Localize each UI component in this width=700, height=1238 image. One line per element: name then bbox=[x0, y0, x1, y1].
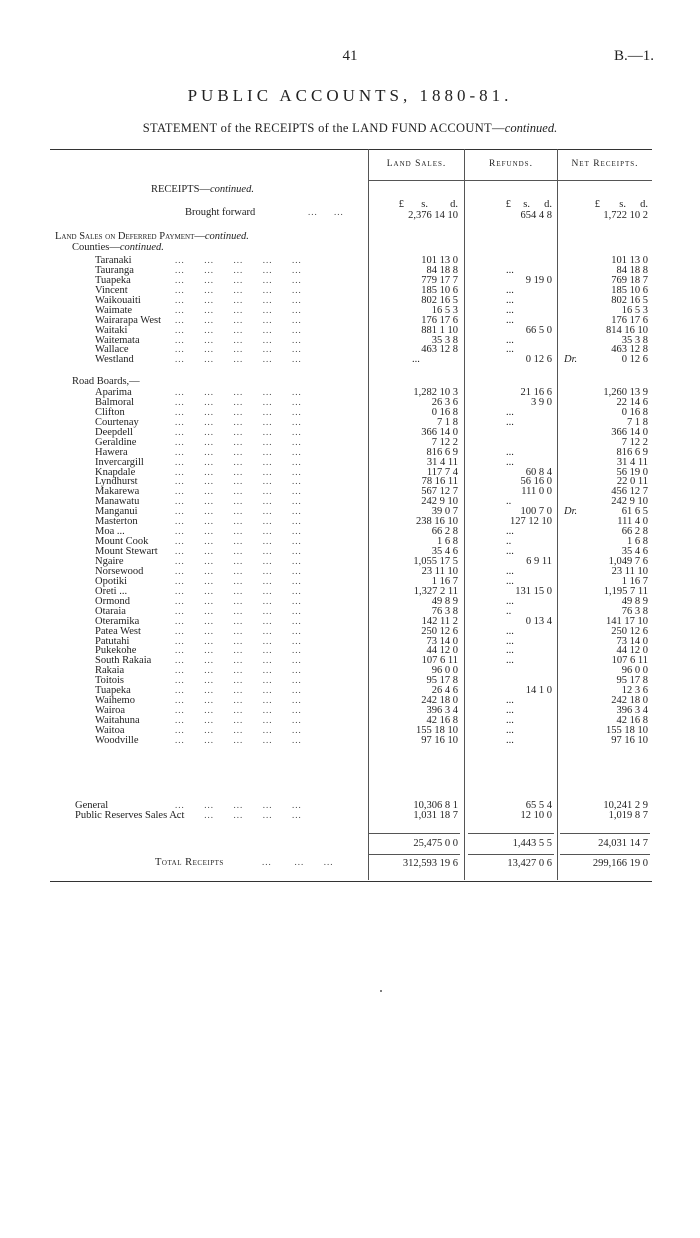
land-sales-cell: 242 9 10 bbox=[421, 496, 458, 507]
counties-heading-continued: continued. bbox=[119, 242, 164, 253]
net-receipts-cell: 185 10 6 bbox=[611, 285, 648, 296]
row-name: Clifton bbox=[95, 407, 125, 418]
deferred-heading-text: Land Sales on Deferred Payment— bbox=[55, 231, 205, 242]
net-receipts-cell: 802 16 5 bbox=[611, 295, 648, 306]
land-sales-cell: 1,031 18 7 bbox=[413, 810, 458, 821]
dot-leader: ... ... bbox=[308, 207, 344, 217]
dot-leader: ... ... ... ... ... bbox=[175, 407, 302, 417]
dot-leader: ... ... ... ... ... bbox=[175, 800, 302, 810]
refunds-cell: .. bbox=[506, 536, 512, 547]
dot-leader: ... ... ... ... ... bbox=[175, 536, 302, 546]
net-receipts-cell: 66 2 8 bbox=[621, 526, 648, 537]
dot-leader: ... ... ... ... ... bbox=[175, 447, 302, 457]
row-name: Lyndhurst bbox=[95, 476, 138, 487]
land-sales-cell: 66 2 8 bbox=[431, 526, 458, 537]
row-name: Waihemo bbox=[95, 695, 135, 706]
refunds-cell: 3 9 0 bbox=[531, 397, 552, 408]
dot-leader: ... ... ... ... ... bbox=[175, 325, 302, 335]
land-sales-cell: 26 3 6 bbox=[431, 397, 458, 408]
land-sales-cell: 238 16 10 bbox=[416, 516, 458, 527]
row-name: Toitois bbox=[95, 675, 125, 686]
dot-leader: ... ... ... bbox=[262, 857, 334, 867]
refunds-cell: ... bbox=[506, 546, 514, 557]
land-sales-cell: 7 12 2 bbox=[431, 437, 458, 448]
land-sales-cell: 96 0 0 bbox=[431, 665, 458, 676]
land-sales-cell: 42 16 8 bbox=[426, 715, 458, 726]
dot-leader: ... ... ... ... ... bbox=[175, 437, 302, 447]
land-sales-cell: 49 8 9 bbox=[431, 596, 458, 607]
dot-leader: ... ... ... ... ... bbox=[175, 476, 302, 486]
row-name: Waitemata bbox=[95, 335, 140, 346]
net-receipts-cell: 61 6 5 bbox=[621, 506, 648, 517]
refunds-cell: ... bbox=[506, 695, 514, 706]
column-header-refunds: Refunds. bbox=[489, 159, 533, 169]
deferred-heading-continued: continued. bbox=[204, 231, 249, 242]
net-receipts-cell: 463 12 8 bbox=[611, 344, 648, 355]
road-boards-heading: Road Boards,— bbox=[72, 376, 140, 387]
subtotal-land-sales: 25,475 0 0 bbox=[413, 838, 458, 849]
row-name: Tuapeka bbox=[95, 275, 131, 286]
currency-shilling: s. bbox=[523, 199, 530, 210]
currency-pound: £ bbox=[594, 199, 600, 210]
net-receipts-cell: 242 18 0 bbox=[611, 695, 648, 706]
row-name: Courtenay bbox=[95, 417, 139, 428]
land-sales-cell: 816 6 9 bbox=[426, 447, 458, 458]
dot-leader: ... ... ... ... ... bbox=[175, 467, 302, 477]
row-name: Patutahi bbox=[95, 636, 130, 647]
refunds-cell: .. bbox=[506, 606, 512, 617]
row-name: General bbox=[75, 800, 109, 811]
brought-forward-net: 1,722 10 2 bbox=[603, 210, 648, 221]
land-sales-cell: 1,327 2 11 bbox=[413, 586, 458, 597]
land-sales-cell: 7 1 8 bbox=[437, 417, 458, 428]
net-receipts-cell: 22 14 6 bbox=[616, 397, 648, 408]
land-sales-cell: 0 16 8 bbox=[431, 407, 458, 418]
refunds-cell: ... bbox=[506, 344, 514, 355]
row-name: Waitoa bbox=[95, 725, 125, 736]
dot-leader: ... ... ... ... ... bbox=[175, 255, 302, 265]
row-name: Manganui bbox=[95, 506, 138, 517]
dot-leader: ... ... ... ... ... bbox=[175, 685, 302, 695]
subtotal-rule bbox=[468, 833, 554, 834]
column-divider bbox=[368, 149, 369, 880]
land-sales-cell: 10,306 8 1 bbox=[413, 800, 458, 811]
brought-forward-label: Brought forward bbox=[185, 207, 256, 218]
net-receipts-cell: 44 12 0 bbox=[616, 645, 648, 656]
refunds-cell: 65 5 4 bbox=[525, 800, 552, 811]
row-name: Waitaki bbox=[95, 325, 128, 336]
row-name: Tuapeka bbox=[95, 685, 131, 696]
net-receipts-cell: 10,241 2 9 bbox=[603, 800, 648, 811]
row-name: Oteramika bbox=[95, 616, 140, 627]
subtotal-rule bbox=[368, 833, 460, 834]
receipts-heading-prefix: RECEIPTS— bbox=[151, 184, 210, 195]
refunds-cell: 56 16 0 bbox=[520, 476, 552, 487]
currency-pence: d. bbox=[450, 199, 458, 210]
row-name: Taranaki bbox=[95, 255, 132, 266]
row-name: Masterton bbox=[95, 516, 138, 527]
land-sales-cell: 16 5 3 bbox=[431, 305, 458, 316]
net-receipts-cell: 23 11 10 bbox=[611, 566, 648, 577]
net-receipts-cell: 176 17 6 bbox=[611, 315, 648, 326]
stray-mark bbox=[380, 990, 382, 992]
currency-pence: d. bbox=[544, 199, 552, 210]
land-sales-cell: 35 4 6 bbox=[431, 546, 458, 557]
net-receipts-cell: 141 17 10 bbox=[606, 616, 648, 627]
land-sales-cell: 95 17 8 bbox=[426, 675, 458, 686]
land-sales-cell: 26 4 6 bbox=[431, 685, 458, 696]
net-receipts-cell: 111 4 0 bbox=[617, 516, 648, 527]
refunds-cell: 12 10 0 bbox=[520, 810, 552, 821]
net-receipts-cell: 97 16 10 bbox=[611, 735, 648, 746]
debit-marker: Dr. bbox=[564, 506, 578, 517]
row-name: Pukekohe bbox=[95, 645, 137, 656]
refunds-cell: .. bbox=[506, 496, 512, 507]
land-sales-cell: 39 0 7 bbox=[431, 506, 458, 517]
row-name: Aparima bbox=[95, 387, 132, 398]
dot-leader: ... ... ... ... ... bbox=[175, 705, 302, 715]
row-name: Vincent bbox=[95, 285, 128, 296]
net-receipts-cell: 12 3 6 bbox=[621, 685, 648, 696]
dot-leader: ... ... ... ... ... bbox=[175, 344, 302, 354]
dot-leader: ... ... ... ... ... bbox=[175, 626, 302, 636]
land-sales-cell: 97 16 10 bbox=[421, 735, 458, 746]
land-sales-cell: 802 16 5 bbox=[421, 295, 458, 306]
land-sales-cell: 1,055 17 5 bbox=[413, 556, 458, 567]
refunds-cell: 0 12 6 bbox=[525, 354, 552, 365]
dot-leader: ... ... ... ... ... bbox=[175, 645, 302, 655]
dot-leader: ... ... ... ... ... bbox=[175, 586, 302, 596]
net-receipts-cell: 0 12 6 bbox=[621, 354, 648, 365]
row-name: Tauranga bbox=[95, 265, 134, 276]
net-receipts-cell: 1,260 13 9 bbox=[603, 387, 648, 398]
land-sales-cell: 44 12 0 bbox=[426, 645, 458, 656]
land-sales-cell: 23 11 10 bbox=[421, 566, 458, 577]
refunds-cell: 100 7 0 bbox=[520, 506, 552, 517]
debit-marker: Dr. bbox=[564, 354, 578, 365]
column-header-land-sales: Land Sales. bbox=[386, 159, 447, 169]
dot-leader: ... ... ... ... ... bbox=[175, 265, 302, 275]
header-rule bbox=[368, 180, 652, 181]
refunds-cell: ... bbox=[506, 526, 514, 537]
land-sales-cell: 242 18 0 bbox=[421, 695, 458, 706]
refunds-cell: 21 16 6 bbox=[520, 387, 552, 398]
land-sales-cell: 1 16 7 bbox=[431, 576, 458, 587]
refunds-cell: ... bbox=[506, 265, 514, 276]
land-sales-cell: 155 18 10 bbox=[416, 725, 458, 736]
total-rule bbox=[560, 854, 650, 855]
row-name: Balmoral bbox=[95, 397, 135, 408]
dot-leader: ... ... ... ... ... bbox=[175, 417, 302, 427]
row-name: Public Reserves Sales Act bbox=[75, 810, 185, 821]
net-receipts-cell: 456 12 7 bbox=[611, 486, 648, 497]
page-title: PUBLIC ACCOUNTS, 1880-81. bbox=[187, 86, 513, 105]
refunds-cell: ... bbox=[506, 715, 514, 726]
currency-pound: £ bbox=[398, 199, 404, 210]
row-name: Waimate bbox=[95, 305, 133, 316]
net-receipts-cell: 1 6 8 bbox=[627, 536, 648, 547]
dot-leader: ... ... ... ... ... bbox=[175, 354, 302, 364]
row-name: Invercargill bbox=[95, 457, 144, 468]
row-name: Oreti ... bbox=[95, 586, 128, 597]
subtotal-net: 24,031 14 7 bbox=[598, 838, 648, 849]
net-receipts-cell: 769 18 7 bbox=[611, 275, 648, 286]
net-receipts-cell: 16 5 3 bbox=[621, 305, 648, 316]
net-receipts-cell: 1 16 7 bbox=[621, 576, 648, 587]
refunds-cell: ... bbox=[506, 705, 514, 716]
column-header-net-receipts: Net Receipts. bbox=[571, 159, 639, 169]
row-name: South Rakaia bbox=[95, 655, 152, 666]
dot-leader: ... ... ... ... ... bbox=[175, 506, 302, 516]
net-receipts-cell: 96 0 0 bbox=[621, 665, 648, 676]
dot-leader: ... ... ... ... ... bbox=[175, 596, 302, 606]
net-receipts-cell: 49 8 9 bbox=[621, 596, 648, 607]
refunds-cell: 9 19 0 bbox=[525, 275, 552, 286]
total-rule bbox=[368, 854, 460, 855]
net-receipts-cell: 366 14 0 bbox=[611, 427, 648, 438]
net-receipts-cell: 7 1 8 bbox=[627, 417, 648, 428]
refunds-cell: ... bbox=[506, 305, 514, 316]
brought-forward-land-sales: 2,376 14 10 bbox=[408, 210, 458, 221]
net-receipts-cell: 396 3 4 bbox=[616, 705, 648, 716]
row-name: Geraldine bbox=[95, 437, 137, 448]
row-name: Hawera bbox=[95, 447, 128, 458]
dot-leader: ... ... ... ... ... bbox=[175, 675, 302, 685]
refunds-cell: ... bbox=[506, 636, 514, 647]
row-name: Patea West bbox=[95, 626, 141, 637]
dot-leader: ... ... ... ... ... bbox=[175, 526, 302, 536]
row-name: Manawatu bbox=[95, 496, 140, 507]
dot-leader: ... ... ... ... ... bbox=[175, 695, 302, 705]
dot-leader: ... ... ... ... ... bbox=[175, 486, 302, 496]
row-name: Otaraia bbox=[95, 606, 126, 617]
land-sales-cell: 779 17 7 bbox=[421, 275, 458, 286]
net-receipts-cell: 814 16 10 bbox=[606, 325, 648, 336]
land-sales-cell: 73 14 0 bbox=[426, 636, 458, 647]
refunds-cell: ... bbox=[506, 417, 514, 428]
net-receipts-cell: 95 17 8 bbox=[616, 675, 648, 686]
total-net: 299,166 19 0 bbox=[592, 858, 648, 869]
dot-leader: ... ... ... ... ... bbox=[175, 516, 302, 526]
net-receipts-cell: 816 6 9 bbox=[616, 447, 648, 458]
refunds-cell: ... bbox=[506, 407, 514, 418]
land-sales-cell: 76 3 8 bbox=[431, 606, 458, 617]
net-receipts-cell: 107 6 11 bbox=[611, 655, 648, 666]
dot-leader: ... ... ... ... ... bbox=[175, 305, 302, 315]
subtotal-refunds: 1,443 5 5 bbox=[512, 838, 552, 849]
document-reference: B.—1. bbox=[613, 48, 654, 64]
dot-leader: ... ... ... ... ... bbox=[175, 295, 302, 305]
land-sales-cell: ... bbox=[412, 354, 420, 365]
receipts-heading-continued: continued. bbox=[209, 184, 254, 195]
brought-forward-refunds: 654 4 8 bbox=[520, 210, 552, 221]
refunds-cell: ... bbox=[506, 447, 514, 458]
row-name: Waikouaiti bbox=[95, 295, 141, 306]
land-sales-cell: 567 12 7 bbox=[421, 486, 458, 497]
row-name: Mount Stewart bbox=[95, 546, 158, 557]
dot-leader: ... ... ... ... ... bbox=[175, 496, 302, 506]
refunds-cell: 14 1 0 bbox=[525, 685, 552, 696]
dot-leader: ... ... ... ... ... bbox=[175, 665, 302, 675]
net-receipts-cell: 101 13 0 bbox=[611, 255, 648, 266]
refunds-cell: ... bbox=[506, 626, 514, 637]
row-name: Norsewood bbox=[95, 566, 144, 577]
dot-leader: ... ... ... ... ... bbox=[175, 387, 302, 397]
refunds-cell: 127 12 10 bbox=[510, 516, 552, 527]
dot-leader: ... ... ... ... ... bbox=[175, 715, 302, 725]
page-number: 41 bbox=[342, 48, 358, 64]
row-name: Woodville bbox=[95, 735, 139, 746]
land-sales-cell: 881 1 10 bbox=[421, 325, 458, 336]
dot-leader: ... ... ... ... ... bbox=[175, 457, 302, 467]
row-name: Ormond bbox=[95, 596, 130, 607]
dot-leader: ... ... ... ... ... bbox=[175, 315, 302, 325]
land-sales-cell: 35 3 8 bbox=[431, 335, 458, 346]
dot-leader: ... ... ... ... ... bbox=[175, 397, 302, 407]
dot-leader: ... ... ... ... ... bbox=[175, 636, 302, 646]
dot-leader: ... ... ... ... ... bbox=[175, 735, 302, 745]
net-receipts-cell: 56 19 0 bbox=[616, 467, 648, 478]
refunds-cell: 6 9 11 bbox=[526, 556, 552, 567]
dot-leader: ... ... ... ... ... bbox=[175, 655, 302, 665]
row-name: Knapdale bbox=[95, 467, 136, 478]
refunds-cell: ... bbox=[506, 725, 514, 736]
dot-leader: ... ... ... ... ... bbox=[175, 275, 302, 285]
dot-leader: ... ... ... ... ... bbox=[175, 616, 302, 626]
land-sales-cell: 142 11 2 bbox=[421, 616, 458, 627]
row-name: Mount Cook bbox=[95, 536, 149, 547]
row-name: Wairoa bbox=[95, 705, 126, 716]
refunds-cell: ... bbox=[506, 566, 514, 577]
row-name: Waitahuna bbox=[95, 715, 140, 726]
statement-subtitle bbox=[0, 121, 700, 136]
dot-leader: ... ... ... ... ... bbox=[175, 566, 302, 576]
row-name: Westland bbox=[95, 354, 134, 365]
row-name: Deepdell bbox=[95, 427, 133, 438]
land-sales-cell: 101 13 0 bbox=[421, 255, 458, 266]
column-divider bbox=[464, 149, 465, 880]
net-receipts-cell: 0 16 8 bbox=[621, 407, 648, 418]
net-receipts-cell: 31 4 11 bbox=[616, 457, 648, 468]
row-name: Wairarapa West bbox=[95, 315, 162, 326]
dot-leader: ... ... ... ... ... bbox=[175, 576, 302, 586]
refunds-cell: ... bbox=[506, 596, 514, 607]
land-sales-cell: 185 10 6 bbox=[421, 285, 458, 296]
dot-leader: ... ... ... ... ... bbox=[175, 725, 302, 735]
land-sales-cell: 84 18 8 bbox=[426, 265, 458, 276]
dot-leader: ... ... ... ... ... bbox=[175, 556, 302, 566]
net-receipts-cell: 1,195 7 11 bbox=[603, 586, 648, 597]
total-refunds: 13,427 0 6 bbox=[507, 858, 552, 869]
row-name: Makarewa bbox=[95, 486, 140, 497]
dot-leader: ... ... ... ... ... bbox=[175, 606, 302, 616]
land-sales-cell: 78 16 11 bbox=[421, 476, 458, 487]
net-receipts-cell: 250 12 6 bbox=[611, 626, 648, 637]
land-sales-cell: 250 12 6 bbox=[421, 626, 458, 637]
net-receipts-cell: 35 4 6 bbox=[621, 546, 648, 557]
subtitle-continued: continued. bbox=[504, 121, 558, 135]
refunds-cell: ... bbox=[506, 285, 514, 296]
net-receipts-cell: 84 18 8 bbox=[616, 265, 648, 276]
total-rule bbox=[468, 854, 554, 855]
subtitle-main: STATEMENT of the RECEIPTS of the LAND FUND ACCOUNT— bbox=[142, 121, 505, 135]
refunds-cell: ... bbox=[506, 645, 514, 656]
refunds-cell: ... bbox=[506, 457, 514, 468]
refunds-cell: 131 15 0 bbox=[515, 586, 552, 597]
currency-pence: d. bbox=[640, 199, 648, 210]
refunds-cell: 0 13 4 bbox=[525, 616, 552, 627]
net-receipts-cell: 155 18 10 bbox=[606, 725, 648, 736]
refunds-cell: ... bbox=[506, 735, 514, 746]
net-receipts-cell: 76 3 8 bbox=[621, 606, 648, 617]
land-sales-cell: 1,282 10 3 bbox=[413, 387, 458, 398]
row-name: Ngaire bbox=[95, 556, 124, 567]
total-land-sales: 312,593 19 6 bbox=[402, 858, 458, 869]
currency-shilling: s. bbox=[619, 199, 626, 210]
net-receipts-cell: 1,049 7 6 bbox=[608, 556, 648, 567]
counties-heading bbox=[72, 242, 164, 253]
land-sales-cell: 117 7 4 bbox=[426, 467, 458, 478]
counties-heading-text: Counties— bbox=[72, 242, 120, 253]
land-sales-cell: 107 6 11 bbox=[421, 655, 458, 666]
row-name: Moa ... bbox=[95, 526, 125, 537]
refunds-cell: ... bbox=[506, 335, 514, 346]
dot-leader: ... ... ... ... ... bbox=[175, 285, 302, 295]
refunds-cell: ... bbox=[506, 655, 514, 666]
land-sales-cell: 31 4 11 bbox=[426, 457, 458, 468]
row-name: Rakaia bbox=[95, 665, 125, 676]
refunds-cell: ... bbox=[506, 576, 514, 587]
total-receipts-label: Total Receipts bbox=[155, 857, 224, 868]
dot-leader: ... ... ... ... ... bbox=[175, 810, 302, 820]
currency-shilling: s. bbox=[421, 199, 428, 210]
refunds-cell: 60 8 4 bbox=[525, 467, 552, 478]
net-receipts-cell: 35 3 8 bbox=[621, 335, 648, 346]
land-sales-cell: 1 6 8 bbox=[437, 536, 458, 547]
land-sales-cell: 176 17 6 bbox=[421, 315, 458, 326]
net-receipts-cell: 1,019 8 7 bbox=[608, 810, 648, 821]
net-receipts-cell: 242 9 10 bbox=[611, 496, 648, 507]
row-name: Wallace bbox=[95, 344, 129, 355]
dot-leader: ... ... ... ... ... bbox=[175, 427, 302, 437]
subtotal-rule bbox=[560, 833, 650, 834]
refunds-cell: 111 0 0 bbox=[521, 486, 552, 497]
land-sales-cell: 463 12 8 bbox=[421, 344, 458, 355]
receipts-heading bbox=[151, 184, 254, 195]
dot-leader: ... ... ... ... ... bbox=[175, 546, 302, 556]
refunds-cell: ... bbox=[506, 295, 514, 306]
net-receipts-cell: 22 0 11 bbox=[616, 476, 648, 487]
refunds-cell: 66 5 0 bbox=[525, 325, 552, 336]
deferred-payment-heading bbox=[55, 231, 249, 242]
land-sales-cell: 396 3 4 bbox=[426, 705, 458, 716]
net-receipts-cell: 7 12 2 bbox=[621, 437, 648, 448]
row-name: Opotiki bbox=[95, 576, 128, 587]
column-divider bbox=[557, 149, 558, 880]
currency-pound: £ bbox=[505, 199, 511, 210]
refunds-cell: ... bbox=[506, 315, 514, 326]
land-sales-cell: 366 14 0 bbox=[421, 427, 458, 438]
net-receipts-cell: 73 14 0 bbox=[616, 636, 648, 647]
dot-leader: ... ... ... ... ... bbox=[175, 335, 302, 345]
net-receipts-cell: 42 16 8 bbox=[616, 715, 648, 726]
